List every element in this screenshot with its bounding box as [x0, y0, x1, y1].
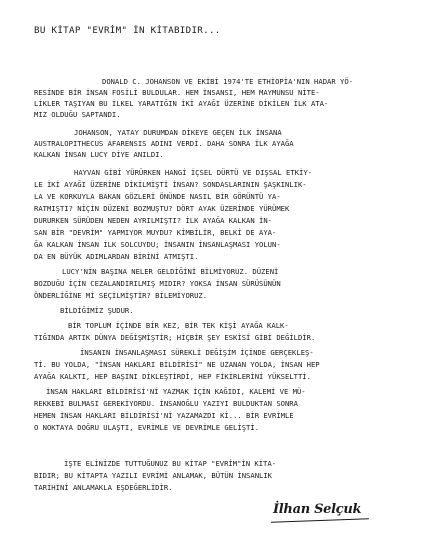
text-line: İNSANIN İNSANLAŞMASI SÜREKLİ DEĞİŞİM İÇİNDE GERÇEKLEŞ- — [80, 348, 314, 357]
text-line: REKKEBİ BULMASI GEREKİYORDU. İNSANOĞLU YAZIYI BULDUKTAN SONRA — [34, 399, 298, 408]
text-line: HAYVAN GİBİ YÜRÜRKEN HANGİ İÇSEL DÜRTÜ VE DIŞSAL ETKİY- — [74, 168, 312, 177]
text-line: AUSTRALOPITHECUS AFARENSIS ADINI VERDİ. DAHA SONRA İLK AYAĞA — [34, 139, 294, 148]
text-line: Tİ. BU YOLDA, "İNSAN HAKLARI BİLDİRİSİ" NE UZANAN YOLDA, İNSAN HEP — [34, 360, 320, 369]
text-line: İŞTE ELİNİZDE TUTTUĞUNUZ BU KİTAP "EVRİM"İN KİTA- — [64, 459, 277, 468]
text-line: KALKAN İNSAN LUCY DİYE ANILDI. — [34, 150, 164, 159]
text-line: RATMIŞTI? NİÇİN DÜZENİ BOZMUŞTU? DÖRT AYAK ÜZERİNDE YÜRÜMEK — [34, 204, 290, 213]
text-line: LİKLER TAŞIYAN BU İLKEL YARATIĞIN İKİ AYAĞI ÜZERİNE DİKİLEN İLK ATA- — [34, 99, 329, 108]
text-line: BİR TOPLUM İÇİNDE BİR KEZ, BİR TEK KİŞİ AYAĞA KALK- — [68, 321, 289, 330]
text-line: TARİHİNİ ANLAMAKLA EŞDEĞERLİDİR. — [34, 483, 173, 492]
text-line: BIDIR; BU KİTAPTA YAZILI EVRİMİ ANLAMAK, BÜTÜN İNSANLIK — [34, 471, 272, 480]
text-line: İNSAN HAKLARI BİLDİRİSİ'Nİ YAZMAK İÇİN KAĞIDI, KALEMİ VE MÜ- — [46, 387, 306, 396]
text-line: LUCY'NİN BAŞINA NELER GELDİĞİNİ BİLMİYORUZ. DÜZENİ — [62, 267, 279, 276]
signature-underline — [271, 518, 369, 522]
text-line: DA EN BÜYÜK ADIMLARDAN BİRİNİ ATMIŞTI. — [34, 252, 199, 261]
text-line: ĞA KALKAN İNSAN İLK SOLCUYDU; İNSANIN İNSANLAŞMASI YOLUN- — [34, 240, 281, 249]
text-line: BOZDUĞU İÇİN CEZALANDIRILMIŞ MIDIR? YOKSA İNSAN SÜRÜSÜNÜN — [34, 279, 281, 288]
text-line: MIZ OLDUĞU SAPTANDI. — [34, 110, 121, 119]
text-line: AYAĞA KALKTI, HEP BAŞINI DİKLEŞTİRDİ, HEP FİKİRLERİNİ YÜKSELTTİ. — [34, 372, 311, 381]
text-line: JOHANSON, YATAY DURUMDAN DİKEYE GEÇEN İLK İNSANA — [74, 128, 282, 137]
text-line: BİLDİĞİMİZ ŞUDUR. — [60, 306, 134, 315]
text-line: ÖNDERLİĞİNE Mİ SEÇİLMİŞTİR? BİLEMİYORUZ. — [34, 291, 208, 300]
text-line: TIĞINDA ARTIK DÜNYA DEĞİŞMİŞTİR; HİÇBİR ŞEY ESKİSİ GİBİ DEĞİLDİR. — [34, 333, 316, 342]
document-title: BU KİTAP "EVRİM" İN KİTABIDIR... — [34, 25, 221, 36]
text-line: HEMEN İNSAN HAKLARI BİLDİRİSİ'Nİ YAZAMAZDI Kİ... BİR EVRİMLE — [34, 411, 294, 420]
text-line: DONALD C. JOHANSON VE EKİBİ 1974'TE ETHİOPİA'NIN HADAR YÖ- — [102, 77, 353, 86]
text-line: LE İKİ AYAĞI ÜZERİNE DİKİLMİŞTİ İNSAN? SONDASLARININ ŞAŞKINLIK- — [34, 180, 307, 189]
text-line: LA VE KORKUYLA BAKAN GÖZLERİ ÖNÜNDE NASIL BİR GÖRÜNTÜ YA- — [34, 192, 281, 201]
author-signature: İlhan Selçuk — [273, 502, 362, 517]
text-line: RESİNDE BİR İNSAN FOSİLİ BULDULAR. HEM İNSANSI, HEM MAYMUNSU NİTE- — [34, 88, 320, 97]
text-line: DURURKEN SÜRÜDEN NEDEN AYRILMIŞTI? İLK AYAĞA KALKAN İN- — [34, 216, 272, 225]
text-line: SAN BİR "DEVRİM" YAPMIYOR MUYDU? KİMBİLİR, BELKİ DE AYA- — [34, 228, 277, 237]
text-line: O NOKTAYA DOĞRU ULAŞTI, EVRİMLE VE DEVRİMLE GELİŞTİ. — [34, 423, 260, 432]
